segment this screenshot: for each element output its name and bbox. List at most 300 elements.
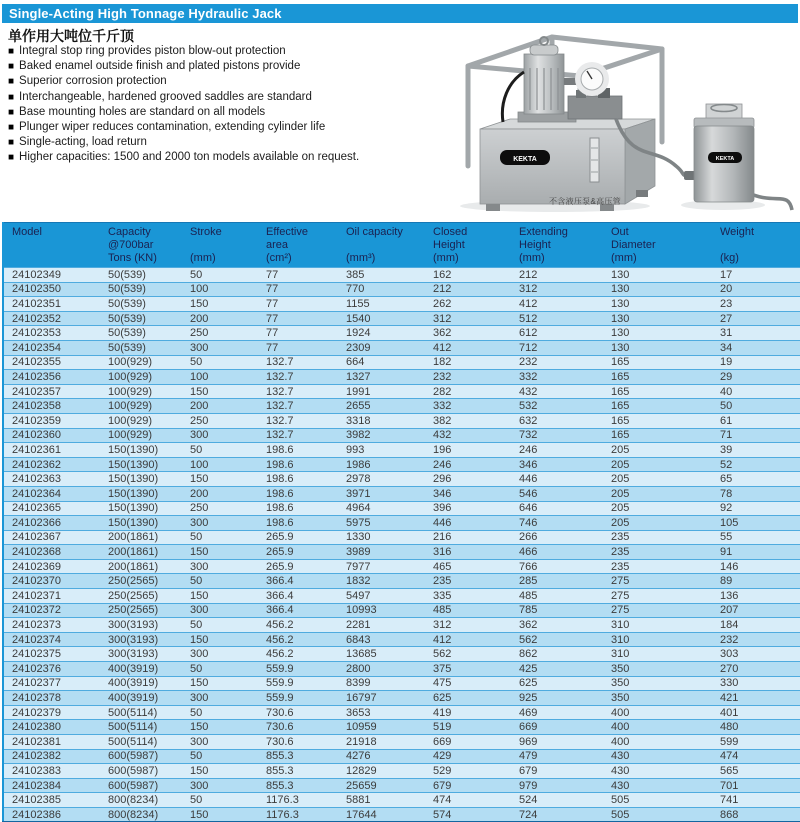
table-cell: 130 (603, 340, 712, 355)
table-cell: 855.3 (258, 749, 338, 764)
table-cell: 446 (511, 472, 603, 487)
table-cell: 266 (511, 530, 603, 545)
table-cell: 519 (425, 720, 511, 735)
table-cell: 5975 (338, 516, 425, 531)
table-cell: 132.7 (258, 370, 338, 385)
table-cell: 300 (182, 691, 258, 706)
table-cell: 24102375 (3, 647, 100, 662)
table-row (3, 589, 800, 604)
table-cell: 246 (511, 443, 603, 458)
table-cell: 562 (425, 647, 511, 662)
table-cell: 300(3193) (100, 632, 182, 647)
table-cell: 362 (425, 326, 511, 341)
table-cell: 375 (425, 662, 511, 677)
table-cell: 300 (182, 603, 258, 618)
table-cell: 546 (511, 486, 603, 501)
table-cell: 27 (712, 311, 800, 326)
table-cell: 400(3919) (100, 691, 182, 706)
table-cell: 34 (712, 340, 800, 355)
table-cell: 396 (425, 501, 511, 516)
table-cell: 741 (712, 793, 800, 808)
table-cell: 100(929) (100, 428, 182, 443)
table-cell: 24102356 (3, 370, 100, 385)
table-cell: 24102352 (3, 311, 100, 326)
table-cell: 16797 (338, 691, 425, 706)
table-cell: 265.9 (258, 530, 338, 545)
table-cell: 150 (182, 545, 258, 560)
table-cell: 303 (712, 647, 800, 662)
table-cell: 100(929) (100, 413, 182, 428)
table-cell: 24102368 (3, 545, 100, 560)
table-cell: 132.7 (258, 384, 338, 399)
table-cell: 52 (712, 457, 800, 472)
table-cell: 362 (511, 618, 603, 633)
table-cell: 105 (712, 516, 800, 531)
table-cell: 100(929) (100, 370, 182, 385)
table-row (3, 413, 800, 428)
table-cell: 39 (712, 443, 800, 458)
table-cell: 430 (603, 764, 712, 779)
table-cell: 250 (182, 413, 258, 428)
feature-item (8, 120, 448, 135)
table-cell: 246 (425, 457, 511, 472)
table-cell: 430 (603, 749, 712, 764)
table-cell: 24102377 (3, 676, 100, 691)
table-cell: 50 (182, 530, 258, 545)
column-header: Closed Height (mm) (425, 223, 511, 268)
table-row (3, 282, 800, 297)
table-cell: 400(3919) (100, 676, 182, 691)
feature-text: Superior corrosion protection (19, 75, 167, 88)
table-cell: 474 (425, 793, 511, 808)
table-cell: 412 (425, 340, 511, 355)
table-cell: 13685 (338, 647, 425, 662)
table-cell: 200 (182, 311, 258, 326)
feature-text: Integral stop ring provides piston blow-out protection (19, 45, 286, 57)
table-cell: 425 (511, 662, 603, 677)
table-cell: 401 (712, 705, 800, 720)
table-row (3, 793, 800, 808)
table-cell: 200 (182, 399, 258, 414)
table-cell: 412 (425, 632, 511, 647)
table-row (3, 297, 800, 312)
table-cell: 3982 (338, 428, 425, 443)
table-cell: 200 (182, 486, 258, 501)
table-cell: 574 (425, 807, 511, 822)
table-cell: 29 (712, 370, 800, 385)
table-cell: 332 (511, 370, 603, 385)
table-cell: 979 (511, 778, 603, 793)
table-cell: 300 (182, 559, 258, 574)
table-cell: 10959 (338, 720, 425, 735)
table-cell: 24102376 (3, 662, 100, 677)
table-cell: 312 (425, 618, 511, 633)
table-cell: 300 (182, 516, 258, 531)
table-cell: 366.4 (258, 574, 338, 589)
table-cell: 24102349 (3, 268, 100, 283)
table-cell: 766 (511, 559, 603, 574)
table-cell: 205 (603, 501, 712, 516)
table-cell: 24102363 (3, 472, 100, 487)
table-row (3, 530, 800, 545)
feature-text: Higher capacities: 1500 and 2000 ton models available on request. (19, 151, 360, 164)
table-cell: 800(8234) (100, 793, 182, 808)
table-cell: 77 (258, 326, 338, 341)
table-cell: 24102360 (3, 428, 100, 443)
table-cell: 150 (182, 676, 258, 691)
table-cell: 89 (712, 574, 800, 589)
table-cell: 559.9 (258, 676, 338, 691)
table-cell: 925 (511, 691, 603, 706)
table-cell: 132.7 (258, 355, 338, 370)
table-cell: 200(1861) (100, 530, 182, 545)
table-cell: 421 (712, 691, 800, 706)
table-cell: 310 (603, 618, 712, 633)
table-cell: 282 (425, 384, 511, 399)
table-cell: 312 (511, 282, 603, 297)
table-cell: 100(929) (100, 384, 182, 399)
table-cell: 310 (603, 632, 712, 647)
table-cell: 250(2565) (100, 603, 182, 618)
table-cell: 559.9 (258, 691, 338, 706)
table-cell: 465 (425, 559, 511, 574)
table-cell: 50 (182, 355, 258, 370)
table-cell: 24102367 (3, 530, 100, 545)
table-cell: 265.9 (258, 545, 338, 560)
table-cell: 250(2565) (100, 589, 182, 604)
table-cell: 165 (603, 355, 712, 370)
table-cell: 669 (425, 735, 511, 750)
column-header: Out Diameter (mm) (603, 223, 712, 268)
table-cell: 1540 (338, 311, 425, 326)
table-cell: 150 (182, 720, 258, 735)
table-cell: 679 (425, 778, 511, 793)
table-cell: 198.6 (258, 443, 338, 458)
table-cell: 600(5987) (100, 749, 182, 764)
table-cell: 24102369 (3, 559, 100, 574)
table-cell: 77 (258, 297, 338, 312)
table-cell: 2978 (338, 472, 425, 487)
table-cell: 50 (182, 574, 258, 589)
table-row (3, 735, 800, 750)
table-cell: 150 (182, 807, 258, 822)
feature-item (8, 150, 448, 165)
table-cell: 198.6 (258, 457, 338, 472)
table-cell: 475 (425, 676, 511, 691)
table-cell: 532 (511, 399, 603, 414)
table-cell: 419 (425, 705, 511, 720)
table-cell: 275 (603, 603, 712, 618)
table-cell: 235 (603, 545, 712, 560)
table-cell: 24102355 (3, 355, 100, 370)
table-cell: 400 (603, 705, 712, 720)
feature-item (8, 135, 448, 150)
table-cell: 207 (712, 603, 800, 618)
table-row (3, 545, 800, 560)
table-cell: 20 (712, 282, 800, 297)
table-cell: 100 (182, 282, 258, 297)
table-cell: 712 (511, 340, 603, 355)
feature-item (8, 105, 448, 120)
table-cell: 524 (511, 793, 603, 808)
bullet-square-icon: ■ (8, 76, 15, 88)
table-cell: 162 (425, 268, 511, 283)
table-cell: 24102354 (3, 340, 100, 355)
column-header: Extending Height (mm) (511, 223, 603, 268)
table-cell: 130 (603, 282, 712, 297)
table-cell: 993 (338, 443, 425, 458)
table-cell: 100 (182, 457, 258, 472)
table-row (3, 268, 800, 283)
table-cell: 235 (425, 574, 511, 589)
table-cell: 250 (182, 326, 258, 341)
table-cell: 50(539) (100, 282, 182, 297)
table-row (3, 632, 800, 647)
table-cell: 855.3 (258, 764, 338, 779)
table-row (3, 647, 800, 662)
table-cell: 346 (425, 486, 511, 501)
table-cell: 150(1390) (100, 516, 182, 531)
table-cell: 150 (182, 384, 258, 399)
table-cell: 132.7 (258, 428, 338, 443)
table-cell: 24102371 (3, 589, 100, 604)
table-cell: 312 (425, 311, 511, 326)
table-cell: 1986 (338, 457, 425, 472)
table-cell: 205 (603, 457, 712, 472)
table-cell: 150(1390) (100, 501, 182, 516)
table-cell: 4964 (338, 501, 425, 516)
table-cell: 24102353 (3, 326, 100, 341)
table-cell: 24102350 (3, 282, 100, 297)
table-cell: 800(8234) (100, 807, 182, 822)
table-cell: 50 (182, 618, 258, 633)
table-cell: 24102359 (3, 413, 100, 428)
table-cell: 182 (425, 355, 511, 370)
table-row (3, 749, 800, 764)
table-cell: 316 (425, 545, 511, 560)
table-cell: 24102362 (3, 457, 100, 472)
product-photo (440, 24, 796, 216)
table-cell: 205 (603, 443, 712, 458)
table-cell: 785 (511, 603, 603, 618)
table-cell: 77 (258, 268, 338, 283)
table-cell: 24102382 (3, 749, 100, 764)
photo-caption: 不含液压泵&高压管 (548, 197, 622, 206)
table-row (3, 516, 800, 531)
feature-text: Interchangeable, hardened grooved saddles are standard (19, 90, 312, 103)
table-cell: 150(1390) (100, 486, 182, 501)
table-cell: 25659 (338, 778, 425, 793)
table-cell: 24102370 (3, 574, 100, 589)
table-cell: 7977 (338, 559, 425, 574)
table-cell: 730.6 (258, 735, 338, 750)
table-cell: 559.9 (258, 662, 338, 677)
column-header: Capacity @700bar Tons (KN) (100, 223, 182, 268)
table-cell: 31 (712, 326, 800, 341)
table-row (3, 370, 800, 385)
table-cell: 300 (182, 735, 258, 750)
table-cell: 232 (425, 370, 511, 385)
table-row (3, 443, 800, 458)
table-cell: 2655 (338, 399, 425, 414)
table-cell: 730.6 (258, 720, 338, 735)
brand-plate-jack (708, 152, 742, 163)
column-header: Effective area (cm²) (258, 223, 338, 268)
table-row (3, 603, 800, 618)
table-cell: 868 (712, 807, 800, 822)
table-cell: 456.2 (258, 647, 338, 662)
table-cell: 250(2565) (100, 574, 182, 589)
bullet-square-icon: ■ (8, 106, 15, 118)
brand-plate-pump (500, 150, 550, 165)
table-cell: 862 (511, 647, 603, 662)
table-row (3, 720, 800, 735)
table-cell: 250 (182, 501, 258, 516)
table-cell: 310 (603, 647, 712, 662)
table-cell: 78 (712, 486, 800, 501)
table-cell: 330 (712, 676, 800, 691)
table-row (3, 311, 800, 326)
table-cell: 136 (712, 589, 800, 604)
table-cell: 335 (425, 589, 511, 604)
table-cell: 50 (182, 793, 258, 808)
feature-item (8, 59, 448, 74)
table-cell: 24102380 (3, 720, 100, 735)
table-cell: 2800 (338, 662, 425, 677)
feature-item (8, 90, 448, 105)
table-cell: 24102373 (3, 618, 100, 633)
table-cell: 625 (425, 691, 511, 706)
table-cell: 77 (258, 282, 338, 297)
table-cell: 456.2 (258, 618, 338, 633)
table-row (3, 486, 800, 501)
table-row (3, 618, 800, 633)
table-cell: 262 (425, 297, 511, 312)
table-cell: 505 (603, 807, 712, 822)
table-cell: 17644 (338, 807, 425, 822)
bullet-square-icon: ■ (8, 122, 15, 134)
table-cell: 19 (712, 355, 800, 370)
table-cell: 400 (603, 735, 712, 750)
table-cell: 165 (603, 370, 712, 385)
table-cell: 100 (182, 370, 258, 385)
table-cell: 24102366 (3, 516, 100, 531)
table-cell: 165 (603, 428, 712, 443)
hydraulic-pump-and-jack-illustration (440, 24, 796, 216)
table-cell: 198.6 (258, 486, 338, 501)
table-cell: 1176.3 (258, 793, 338, 808)
feature-text: Plunger wiper reduces contamination, extending cylinder life (19, 121, 326, 134)
table-cell: 24102383 (3, 764, 100, 779)
table-cell: 5497 (338, 589, 425, 604)
table-cell: 24102374 (3, 632, 100, 647)
table-cell: 612 (511, 326, 603, 341)
table-cell: 91 (712, 545, 800, 560)
bullet-square-icon: ■ (8, 91, 15, 103)
table-cell: 4276 (338, 749, 425, 764)
table-cell: 366.4 (258, 589, 338, 604)
table-cell: 529 (425, 764, 511, 779)
table-cell: 500(5114) (100, 720, 182, 735)
table-cell: 150(1390) (100, 472, 182, 487)
table-cell: 300(3193) (100, 647, 182, 662)
table-cell: 165 (603, 399, 712, 414)
table-cell: 300 (182, 340, 258, 355)
table-cell: 150 (182, 472, 258, 487)
table-cell: 205 (603, 472, 712, 487)
table-cell: 474 (712, 749, 800, 764)
table-cell: 24102372 (3, 603, 100, 618)
table-cell: 480 (712, 720, 800, 735)
bullet-square-icon: ■ (8, 137, 15, 149)
feature-item (8, 44, 448, 59)
table-cell: 600(5987) (100, 778, 182, 793)
table-cell: 71 (712, 428, 800, 443)
table-cell: 50 (712, 399, 800, 414)
table-row (3, 559, 800, 574)
table-cell: 24102361 (3, 443, 100, 458)
table-cell: 235 (603, 530, 712, 545)
table-cell: 50(539) (100, 268, 182, 283)
table-cell: 3318 (338, 413, 425, 428)
table-cell: 50(539) (100, 297, 182, 312)
table-cell: 3989 (338, 545, 425, 560)
table-cell: 300(3193) (100, 618, 182, 633)
table-cell: 150 (182, 297, 258, 312)
table-cell: 50 (182, 443, 258, 458)
table-cell: 132.7 (258, 413, 338, 428)
table-cell: 8399 (338, 676, 425, 691)
table-cell: 100(929) (100, 399, 182, 414)
table-cell: 212 (511, 268, 603, 283)
table-cell: 55 (712, 530, 800, 545)
table-cell: 3653 (338, 705, 425, 720)
bullet-square-icon: ■ (8, 46, 15, 57)
table-cell: 50 (182, 705, 258, 720)
table-cell: 205 (603, 516, 712, 531)
table-cell: 275 (603, 574, 712, 589)
table-cell: 625 (511, 676, 603, 691)
table-cell: 2281 (338, 618, 425, 633)
table-cell: 732 (511, 428, 603, 443)
table-cell: 232 (511, 355, 603, 370)
table-cell: 600(5987) (100, 764, 182, 779)
table-cell: 382 (425, 413, 511, 428)
table-cell: 1176.3 (258, 807, 338, 822)
table-cell: 485 (425, 603, 511, 618)
table-cell: 855.3 (258, 778, 338, 793)
table-cell: 150 (182, 632, 258, 647)
table-cell: 350 (603, 662, 712, 677)
table-cell: 300 (182, 778, 258, 793)
table-cell: 300 (182, 647, 258, 662)
column-header: Oil capacity (mm³) (338, 223, 425, 268)
table-cell: 24102357 (3, 384, 100, 399)
table-cell: 130 (603, 326, 712, 341)
table-cell: 235 (603, 559, 712, 574)
table-cell: 485 (511, 589, 603, 604)
table-cell: 456.2 (258, 632, 338, 647)
table-cell: 350 (603, 676, 712, 691)
table-cell: 212 (425, 282, 511, 297)
table-cell: 479 (511, 749, 603, 764)
table-cell: 165 (603, 413, 712, 428)
spec-table-body (3, 268, 800, 822)
table-cell: 350 (603, 691, 712, 706)
table-cell: 100(929) (100, 355, 182, 370)
table-cell: 150(1390) (100, 457, 182, 472)
table-cell: 150(1390) (100, 443, 182, 458)
